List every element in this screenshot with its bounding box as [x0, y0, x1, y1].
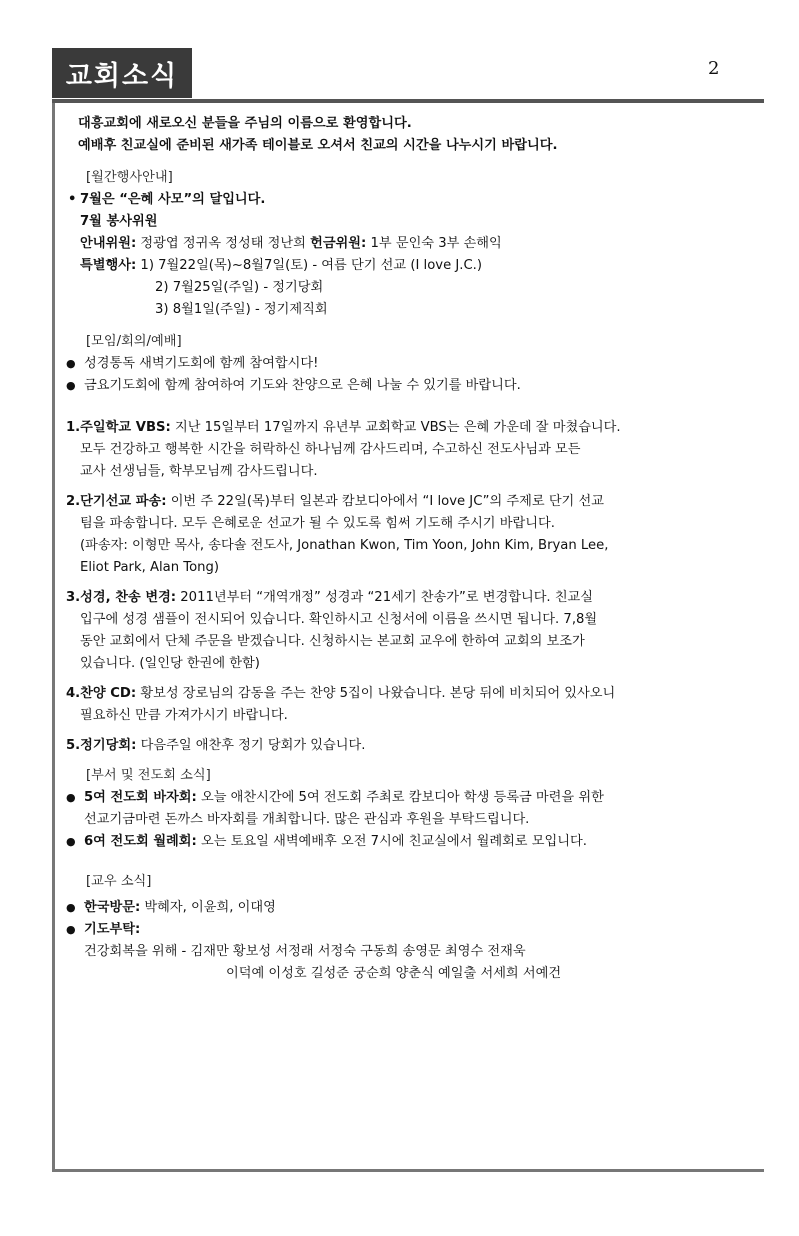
news-line: 입구에 성경 샘플이 전시되어 있습니다. 확인하시고 신청서에 이름을 쓰시면 됩니다. 7,8월: [80, 612, 598, 627]
news-line: 모두 건강하고 행복한 시간을 허락하신 하나님께 감사드리며, 수고하신 전도사님과 모든: [80, 442, 581, 457]
special-event-line: [66, 255, 756, 277]
news-item: [66, 587, 756, 675]
welcome-line: 예배후 친교실에 준비된 새가족 테이블로 오셔서 친교의 시간을 나누시기 바랍니다.: [78, 138, 558, 153]
news-line: 필요하신 만큼 가져가시기 바랍니다.: [80, 708, 288, 723]
news-line: 3.성경, 찬송 변경: 2011년부터 “개역개정” 성경과 “21세기 찬송가”로 변경합니다. 친교실: [66, 590, 594, 605]
news-item: [66, 735, 756, 757]
news-label: 1.주일학교 VBS:: [66, 420, 171, 435]
news-label: 5.정기당회:: [66, 738, 137, 753]
department-line: 선교기금마련 돈까스 바자회를 개최합니다. 많은 관심과 후원을 부탁드립니다.: [84, 812, 530, 827]
offering-names: 1부 문인숙 3부 손해익: [366, 236, 502, 251]
section-heading-monthly: [월간행사안내]: [86, 170, 173, 185]
news-item: [66, 491, 756, 579]
prayer-line: 건강회복을 위해 - 김재만 황보성 서정래 서정숙 구동희 송영문 최영수 전재욱: [84, 944, 526, 959]
special-event: 2) 7월25일(주일) - 정기당회: [155, 280, 324, 295]
usher-label: 안내위원:: [80, 236, 137, 251]
volunteers-title: 7월 봉사위원: [80, 214, 158, 229]
meeting-item: ● 성경통독 새벽기도회에 함께 참여합시다!: [66, 353, 756, 375]
news-line: 동안 교회에서 단체 주문을 받겠습니다. 신청하시는 본교회 교우에 한하여 교회의 보조가: [80, 634, 585, 649]
section-heading-members: [교우 소식]: [86, 874, 152, 889]
section-heading-meetings: [모임/회의/예배]: [86, 334, 182, 349]
department-item: ● 6여 전도회 월례회: 오는 토요일 새벽예배후 오전 7시에 친교실에서 월례회로 모입니다.: [66, 831, 756, 853]
special-event: 1) 7월22일(목)~8월7일(토) - 여름 단기 선교 (I love J.C.): [136, 258, 483, 273]
meeting-item: ● 금요기도회에 함께 참여하여 기도와 찬양으로 은혜 나눌 수 있기를 바랍니다.: [66, 375, 756, 397]
news-line: Eliot Park, Alan Tong): [80, 560, 220, 575]
news-line: (파송자: 이형만 목사, 송다솔 전도사, Jonathan Kwon, Tim Yoon, John Kim, Bryan Lee,: [80, 538, 609, 553]
volunteers-line: [66, 233, 756, 255]
news-line: 1.주일학교 VBS: 지난 15일부터 17일까지 유년부 교회학교 VBS는 은혜 가운데 잘 마쳤습니다.: [66, 420, 621, 435]
offering-label: 헌금위원:: [310, 236, 367, 251]
welcome-message: [66, 113, 756, 157]
page-title: 교회소식: [52, 48, 192, 98]
special-label: 특별행사:: [80, 258, 137, 273]
bulletin-content: [66, 113, 756, 985]
news-line: 있습니다. (일인당 한권에 한함): [80, 656, 260, 671]
news-item: [66, 683, 756, 727]
news-item: [66, 417, 756, 483]
news-line: 교사 선생님들, 학부모님께 감사드립니다.: [80, 464, 318, 479]
news-line: 2.단기선교 파송: 이번 주 22일(목)부터 일본과 캄보디아에서 “I love JC”의 주제로 단기 선교: [66, 494, 604, 509]
department-item: ● 5여 전도회 바자회: 오늘 애찬시간에 5여 전도회 주최로 캄보디아 학생 등록금 마련을 위한: [66, 787, 756, 809]
member-prayer: ● 기도부탁:: [66, 919, 756, 941]
welcome-line: 대흥교회에 새로오신 분들을 주님의 이름으로 환영합니다.: [78, 116, 412, 131]
usher-names: 정광엽 정귀옥 정성태 정난희: [136, 236, 311, 251]
prayer-line: 이덕예 이성호 길성준 궁순희 양춘식 예일출 서세희 서예건: [226, 966, 562, 981]
news-label: 3.성경, 찬송 변경:: [66, 590, 177, 605]
news-line: 팀을 파송합니다. 모두 은혜로운 선교가 될 수 있도록 힘써 기도해 주시기 바랍니다.: [80, 516, 555, 531]
news-line: 5.정기당회: 다음주일 애찬후 정기 당회가 있습니다.: [66, 738, 366, 753]
page-number: 2: [708, 58, 720, 79]
news-line: 4.찬양 CD: 황보성 장로님의 감동을 주는 찬양 5집이 나왔습니다. 본당 뒤에 비치되어 있사오니: [66, 686, 616, 701]
member-visit: ● 한국방문: 박혜자, 이윤희, 이대영: [66, 897, 756, 919]
news-label: 4.찬양 CD:: [66, 686, 137, 701]
monthly-theme: • 7월은 “은혜 사모”의 달입니다.: [66, 189, 756, 211]
special-event: 3) 8월1일(주일) - 정기제직회: [155, 302, 328, 317]
section-heading-departments: [부서 및 전도회 소식]: [86, 768, 211, 783]
news-label: 2.단기선교 파송:: [66, 494, 167, 509]
